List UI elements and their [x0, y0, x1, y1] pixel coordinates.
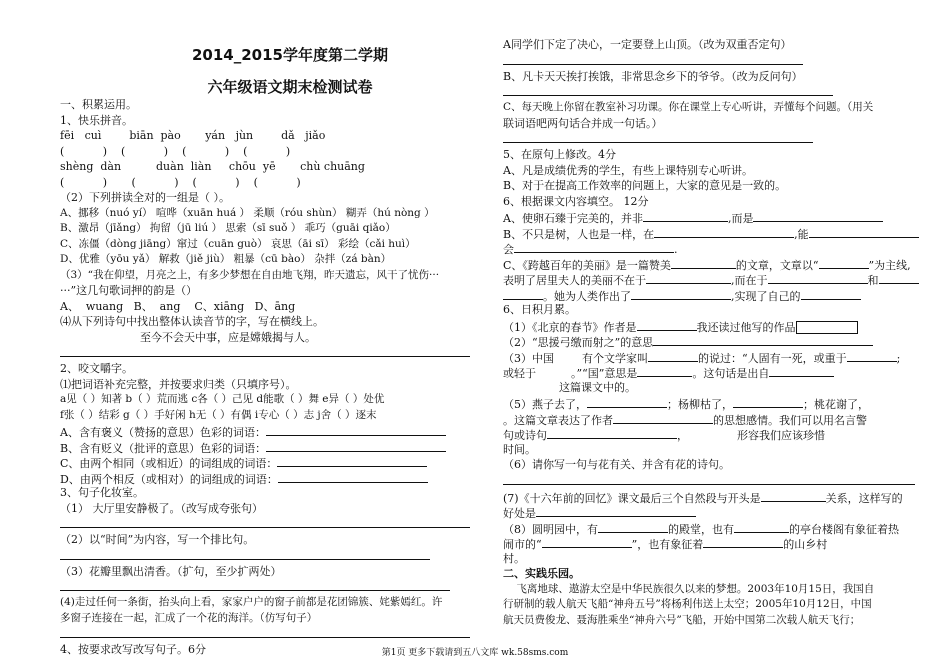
fill-7: (7)《十六年前的回忆》课文最后三个自然段与开头是 关系，这样写的 — [503, 491, 903, 505]
option-b: B、激昂（jīǎng） 拘留（jū liú ） 思索（sī suǒ ） 乖巧（guāi qiǎo） — [60, 222, 396, 234]
page-footer: 第1页 更多下载请到五八文库 wk.58sms.com — [381, 648, 569, 658]
fill-8: （8）圆明园中，有 的殿堂，也有 的亭台楼阁有象征着热 — [503, 522, 899, 536]
answer-line[interactable] — [503, 474, 915, 485]
question: B、凡卡天天挨打挨饿，非常思念乡下的爷爷。（改为反问句） — [503, 69, 803, 83]
question: C、每天晚上你留在教室补习功课。你在课堂上专心听讲，弄懂每个问题。（用关 — [503, 101, 874, 113]
fill-c-cont: 。她为人类作出了 ,实现了自己的 — [503, 288, 915, 304]
category-a: A、含有褒义（赞扬的意思）色彩的词语： — [60, 424, 470, 440]
pinyin-row: shèng dàn duàn liàn chōu yē chù chuāng — [60, 160, 365, 173]
question: 1、快乐拼音。 — [60, 113, 133, 127]
question: 6、日积月累。 — [503, 303, 576, 316]
page-title: 2014_2015学年度第二学期 — [192, 46, 388, 64]
sentence-a: A、凡是成绩优秀的学生，有些上课特别专心听讲。 — [503, 163, 753, 177]
answer-line[interactable] — [60, 346, 470, 357]
fill-3-cont: 这篇课文中的。 — [503, 380, 636, 394]
option-a: A、挪移（nuó yí） 喧哗（xuān huá ） 柔顺（róu shùn） 糊弄（hú nòng ） — [60, 206, 435, 219]
fill-5-cont: 时间。 — [503, 442, 536, 456]
answer-line[interactable] — [503, 132, 813, 143]
answer-box[interactable] — [796, 321, 858, 334]
answer-blanks[interactable]: ( ) ( ) ( ) ( ) — [60, 144, 291, 158]
passage-line: 航天员费俊龙、聂海胜乘坐“神舟六号”飞船，开始中国第二次载人航天飞行； — [503, 613, 861, 626]
fill-1: （1）《北京的春节》作者是 我还读过他写的作品 — [503, 319, 915, 335]
category-b: B、含有贬义（批评的意思）色彩的词语： — [60, 440, 470, 456]
fill-8-cont: 闹市的“ ”，也有象征着 的山乡村 — [503, 538, 828, 551]
answer-line[interactable] — [503, 54, 803, 65]
question: 5、在原句上修改。4分 — [503, 148, 616, 161]
section-heading: 二、实践乐园。 — [503, 567, 580, 580]
option-c: C、冻僵（dòng jiāng）窜过（cuān guò） 哀思（āi sī） 彩绘（cǎi huì） — [60, 237, 416, 250]
question: （3）“我在仰望，月亮之上，有多少梦想在自由地飞翔，昨天遗忘，风干了忧伤··· — [60, 268, 440, 281]
section-heading: 4、按要求改写改写句子。6分 — [60, 643, 206, 656]
fill-2: （2）“思援弓缴而射之”的意思 — [503, 334, 915, 350]
fill-5-cont: 句或诗句 ， 形容我们应该珍惜 — [503, 429, 825, 442]
answer-line[interactable] — [60, 627, 470, 638]
answer-line[interactable] — [60, 580, 450, 591]
answer-line[interactable] — [60, 517, 470, 528]
fill-3: （3）中国 有个文学家叫 的说过：“人固有一死，或重于 ; — [503, 351, 901, 365]
question: 多窗子连接在一起，汇成了一个花的海洋。（仿写句子） — [60, 611, 318, 624]
option-d: D、优雅（yōu yǎ） 解救（jiě jiù） 粗暴（cū bào） 杂拌（zá bàn） — [60, 253, 392, 265]
question: （6）请你写一句与花有关、并含有花的诗句。 — [503, 458, 730, 471]
fill-b: B、不只是树，人也是一样，在 ,能 — [503, 226, 915, 242]
passage-line: 行研制的载人航天飞船“神舟五号”将杨利伟送上太空；2005年10月12日，中国 — [503, 598, 872, 610]
section-heading: 2、咬文嚼字。 — [60, 362, 133, 375]
question: （2）以“时间”为内容，写一个排比句。 — [60, 533, 255, 546]
fill-a: A、使卵石臻于完美的，并非 ,而是 — [503, 210, 915, 226]
fill-7-cont: 好处是 — [503, 505, 915, 521]
idiom-row: f张（ ）结彩 g（ ）手好闲 h无（ ）有偶 i专心（ ）志 j舍（ ）逐末 — [60, 408, 377, 421]
left-column — [60, 98, 470, 659]
passage-line: 飞离地球、遨游太空是中华民族很久以来的梦想。2003年10月15日，我国自 — [503, 582, 875, 595]
fill-c: C、《跨越百年的美丽》是一篇赞美 的文章，文章以“ ”为主线, — [503, 258, 911, 272]
question: （2）下列拼读全对的一组是（ ）。 — [60, 191, 230, 204]
question: (4)走过任何一条街，抬头向上看，家家户户的窗子前都是花团锦簇、姹紫嫣红。许 — [60, 596, 443, 608]
page-subtitle: 六年级语文期末检测试卷 — [207, 78, 373, 96]
fill-5: （5）燕子去了， ；杨柳枯了， ；桃花谢了， — [503, 398, 869, 411]
options: A、 wuang B、 ang C、xiāng D、āng — [60, 299, 296, 313]
right-column — [503, 38, 915, 629]
answer-line[interactable] — [60, 549, 430, 560]
poem-line: 至今不会天中事，应是嫦娥揭与人。 — [140, 330, 316, 344]
fill-3-cont: 或轻于 。”“国”意思是 。这句话是出自 — [503, 365, 915, 381]
answer-blanks[interactable]: ( ) ( ) ( ) ( ) — [60, 175, 301, 189]
fill-8-cont: 村。 — [503, 551, 525, 565]
section-heading: 3、句子化妆室。 — [60, 486, 144, 499]
answer-line[interactable] — [503, 85, 833, 96]
idiom-row: a见（ ）知著 b（ ）荒而逃 c各（ ）己见 d能歌（ ）舞 e异（ ）处优 — [60, 393, 385, 405]
pinyin-row: fēi cuì biān pào yán jùn dǎ jiǎo — [60, 129, 326, 142]
question: （1） 大厅里安静极了。（改写成夸张句） — [60, 501, 263, 515]
category-d: D、由两个相反（或相对）的词组成的词语： — [60, 471, 470, 487]
question: ⑴把词语补充完整，并按要求归类（只填序号）。 — [60, 377, 297, 391]
question: ⑷从下列诗句中找出整体认读音节的字，写在横线上。 — [60, 315, 324, 328]
section-heading: 一、积累运用。 — [60, 98, 137, 111]
fill-5-cont: 。这篇文章表达了作者 的思想感情。我们可以用名言警 — [503, 413, 867, 427]
question: 6、根据课文内容填空。 12分 — [503, 194, 649, 208]
question: 联词语吧两句话合并成一句话。） — [503, 116, 663, 130]
question: （3）花瓣里飘出清香。（扩句，至少扩两处） — [60, 564, 282, 578]
fill-b-cont: 会 . — [503, 243, 678, 256]
fill-c-cont: 表明了居里夫人的美丽不在于 ,而在于 和 — [503, 272, 915, 288]
sentence-b: B、对于在提高工作效率的问题上，大家的意见是一致的。 — [503, 179, 787, 192]
question: A同学们下定了决心，一定要登上山顶。（改为双重否定句） — [503, 38, 792, 51]
question: ···”这几句歌词押的韵是（） — [60, 284, 198, 297]
category-c: C、由两个相同（或相近）的词组成的词语： — [60, 455, 470, 471]
